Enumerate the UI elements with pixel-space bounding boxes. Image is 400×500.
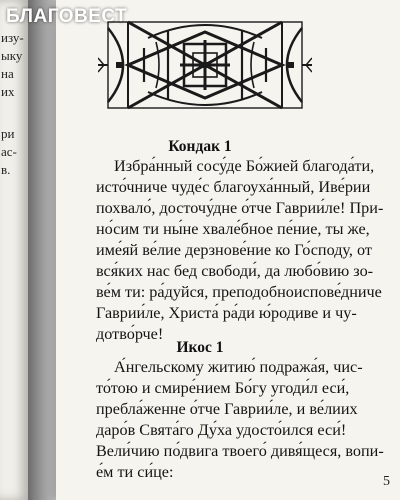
- left-page-fragment: изу-: [1, 30, 24, 45]
- ikos-line: даро́в Свята́го Ду́ха удосто́ился еси́!: [96, 421, 347, 439]
- ikos-line: Вели́чию по́двига твоего́ дивя́щеся, вопи-: [96, 442, 384, 460]
- watermark-logo: БЛАГОВЕСТ: [6, 6, 128, 27]
- kondak-line: Гаврии́ле, Христа́ ра́ди ю́родиве и чу-: [96, 304, 357, 322]
- kondak-line: вся́ких нас бед свободи́, да любо́вию зо-: [96, 262, 374, 280]
- ikos-line: е́м ти си́це:: [96, 463, 174, 481]
- ikos-line: пребла́женне о́тче Гаврии́ле, и ве́лиих: [96, 400, 358, 418]
- page-number: 5: [383, 474, 390, 489]
- kondak-line: но́сим ти ны́не хвале́бное пе́ние, ты же,: [96, 220, 370, 238]
- left-page-fragment: на: [1, 66, 14, 81]
- kondak-line: похвало́, досточу́дне о́тче Гаврии́ле! При-: [96, 199, 384, 217]
- ornament-headpiece: [98, 18, 312, 112]
- ikos-line: А́нгельскому житию́ подража́я, чис-: [114, 358, 363, 376]
- kondak-line: дотво́рче!: [96, 325, 164, 343]
- left-page-fragment: ас-: [1, 144, 17, 159]
- left-page-fragment: ри: [1, 126, 15, 141]
- kondak-line: име́яй ве́лие дерзнове́ние ко Го́споду, от: [96, 241, 372, 259]
- kondak-heading: Кондак 1: [168, 138, 232, 155]
- left-page-fragment: в.: [1, 162, 11, 177]
- ikos-line: то́тою и смире́нием Бо́гу угоди́л еси́,: [96, 379, 350, 397]
- left-page-edge: [0, 0, 28, 500]
- ikos-heading: Икос 1: [176, 339, 224, 356]
- kondak-line: ве́м ти: ра́дуйся, преподобноиспове́дниче: [96, 283, 382, 301]
- left-page-fragment: ыку: [1, 48, 23, 63]
- kondak-line: исто́чниче чуде́с благоуха́нный, Иве́рии: [96, 178, 371, 196]
- left-page-fragment: их: [1, 84, 15, 99]
- kondak-line: Избра́нный сосу́де Бо́жией благода́ти,: [114, 157, 375, 175]
